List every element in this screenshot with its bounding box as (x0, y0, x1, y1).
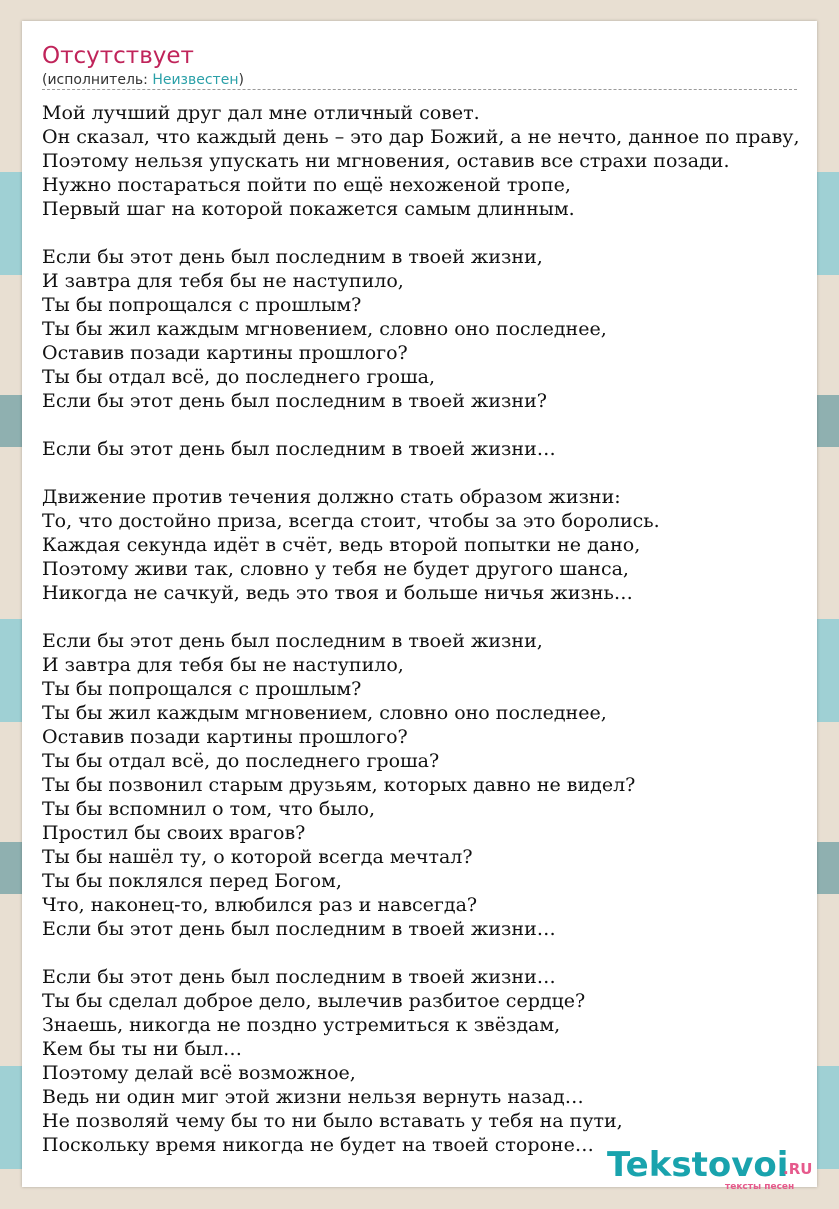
lyric-line: Мой лучший друг дал мне отличный совет. (42, 102, 480, 124)
lyric-line: Ты бы поклялся перед Богом, (42, 870, 342, 892)
lyric-line: И завтра для тебя бы не наступило, (42, 270, 404, 292)
lyrics-stanza (42, 485, 817, 605)
lyric-line: Если бы этот день был последним в твоей жизни, (42, 630, 543, 652)
lyrics-stanza (42, 965, 817, 1157)
lyrics-stanza (42, 629, 817, 941)
lyrics-body (42, 101, 817, 1185)
lyrics-stanza (42, 437, 817, 461)
lyric-line: Оставив позади картины прошлого? (42, 726, 408, 748)
lyric-line: Поскольку время никогда не будет на твоей стороне… (42, 1134, 594, 1156)
lyric-line: Не позволяй чему бы то ни было вставать у тебя на пути, (42, 1110, 623, 1132)
lyric-line: Нужно постараться пойти по ещё нехоженой тропе, (42, 174, 571, 196)
lyric-line: Ты бы отдал всё, до последнего гроша, (42, 366, 436, 388)
lyric-line: И завтра для тебя бы не наступило, (42, 654, 404, 676)
lyric-line: Поэтому делай всё возможное, (42, 1062, 356, 1084)
lyric-line: Если бы этот день был последним в твоей жизни? (42, 390, 547, 412)
lyric-line: Ты бы жил каждым мгновением, словно оно последнее, (42, 318, 607, 340)
lyric-line: То, что достойно приза, всегда стоит, чтобы за это боролись. (42, 510, 660, 532)
lyric-line: Простил бы своих врагов? (42, 822, 306, 844)
lyric-line: Движение против течения должно стать образом жизни: (42, 486, 621, 508)
lyrics-card (22, 21, 817, 1192)
lyric-line: Ведь ни один миг этой жизни нельзя вернуть назад… (42, 1086, 584, 1108)
lyric-line: Каждая секунда идёт в счёт, ведь второй попытки не дано, (42, 534, 641, 556)
lyric-line: Оставив позади картины прошлого? (42, 342, 408, 364)
lyric-line: Если бы этот день был последним в твоей жизни… (42, 918, 556, 940)
lyric-line: Ты бы позвонил старым друзьям, которых давно не видел? (42, 774, 636, 796)
lyric-line: Ты бы отдал всё, до последнего гроша? (42, 750, 440, 772)
logo-domain: .RU (783, 1160, 813, 1178)
lyrics-stanza (42, 245, 817, 413)
lyric-line: Ты бы попрощался с прошлым? (42, 678, 362, 700)
song-title: Отсутствует (42, 43, 194, 69)
lyrics-stanza (42, 101, 817, 221)
lyric-line: Ты бы сделал доброе дело, вылечив разбитое сердце? (42, 990, 586, 1012)
lyric-line: Первый шаг на которой покажется самым длинным. (42, 198, 575, 220)
lyric-line: Ты бы попрощался с прошлым? (42, 294, 362, 316)
lyric-line: Он сказал, что каждый день – это дар Божий, а не нечто, данное по праву, (42, 126, 800, 148)
lyric-line: Поэтому нельзя упускать ни мгновения, оставив все страхи позади. (42, 150, 730, 172)
lyric-line: Если бы этот день был последним в твоей жизни, (42, 246, 543, 268)
artist-prefix: (исполнитель: (42, 72, 153, 88)
title-divider (42, 89, 797, 90)
logo-tagline: тексты песен (725, 1182, 795, 1192)
lyric-line: Знаешь, никогда не поздно устремиться к звёздам, (42, 1014, 561, 1036)
artist-line (42, 71, 244, 89)
lyric-line: Ты бы нашёл ту, о которой всегда мечтал? (42, 846, 473, 868)
lyric-line: Если бы этот день был последним в твоей жизни… (42, 438, 556, 460)
site-logo[interactable] (607, 1145, 813, 1197)
lyric-line: Ты бы жил каждым мгновением, словно оно последнее, (42, 702, 607, 724)
logo-name: Tekstovoi (607, 1145, 789, 1185)
artist-link[interactable]: Неизвестен (152, 72, 239, 88)
lyric-line: Кем бы ты ни был… (42, 1038, 243, 1060)
lyric-line: Никогда не сачкуй, ведь это твоя и больше ничья жизнь… (42, 582, 633, 604)
lyric-line: Что, наконец-то, влюбился раз и навсегда? (42, 894, 478, 916)
artist-suffix: ) (238, 72, 244, 88)
lyric-line: Поэтому живи так, словно у тебя не будет другого шанса, (42, 558, 629, 580)
lyric-line: Если бы этот день был последним в твоей жизни… (42, 966, 556, 988)
lyric-line: Ты бы вспомнил о том, что было, (42, 798, 376, 820)
